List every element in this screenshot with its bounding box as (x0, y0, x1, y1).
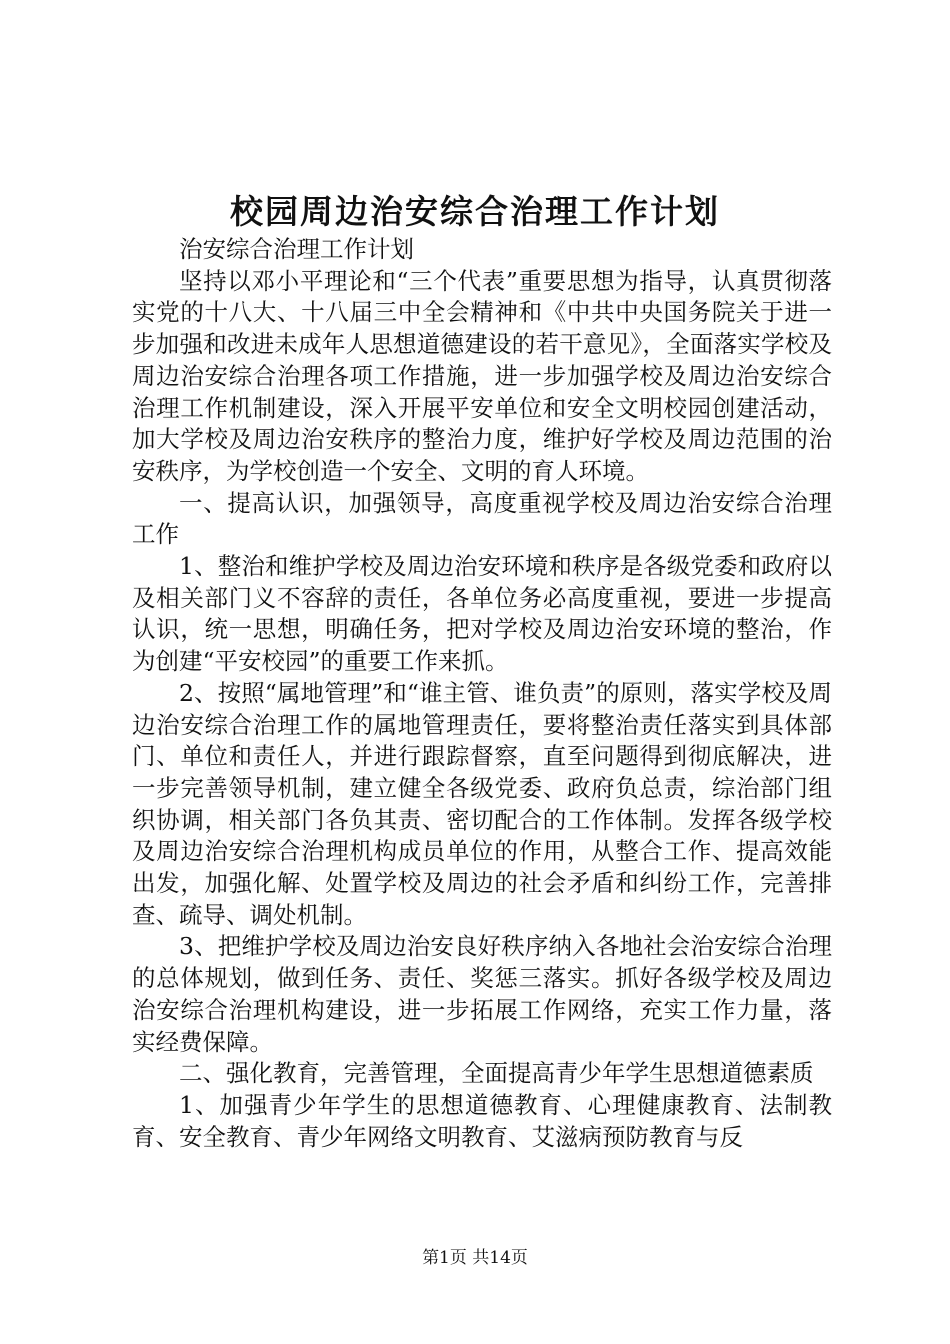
document-subtitle: 治安综合治理工作计划 (179, 235, 414, 263)
section-heading-2: 二、强化教育，完善管理，全面提高青少年学生思想道德素质 (179, 1059, 814, 1088)
paragraph-2-1: 1、加强青少年学生的思想道德教育、心理健康教育、法制教育、安全教育、青少年网络文明教育、艾滋病预防教育与反 (132, 1090, 832, 1151)
paragraph-1-2: 2、按照“属地管理”和“谁主管、谁负责”的原则，落实学校及周边治安综合治理工作的属地管理责任，要将整治责任落实到具体部门、单位和责任人，并进行跟踪督察，直至问题得到彻底解决，进一步完善领导机制，建立健全各级党委、政府负总责，综治部门组织协调，相关部门各负其责、密切配合的工作体制。发挥各级学校及周边治安综合治理机构成员单位的作用，从整合工作、提高效能出发，加强化解、处置学校及周边的社会矛盾和纠纷工作，完善排查、疏导、调处机制。 (132, 678, 832, 929)
paragraph-intro: 坚持以邓小平理论和“三个代表”重要思想为指导，认真贯彻落实党的十八大、十八届三中全会精神和《中共中央国务院关于进一步加强和改进未成年人思想道德建设的若干意见》，全面落实学校及周边治安综合治理各项工作措施，进一步加强学校及周边治安综合治理工作机制建设，深入开展平安单位和安全文明校园创建活动，加大学校及周边治安秩序的整治力度，维护好学校及周边范围的治安秩序，为学校创造一个安全、文明的育人环境。 (132, 266, 832, 485)
paragraph-1-1: 1、整治和维护学校及周边治安环境和秩序是各级党委和政府以及相关部门义不容辞的责任，各单位务必高度重视，要进一步提高认识，统一思想，明确任务，把对学校及周边治安环境的整治，作为创建“平安校园”的重要工作来抓。 (132, 552, 832, 676)
section-heading-1: 一、提高认识，加强领导，高度重视学校及周边治安综合治理工作 (132, 488, 832, 549)
page-number: 第1页 共14页 (422, 1248, 528, 1268)
document-body (132, 234, 832, 1153)
document-title: 校园周边治安综合治理工作计划 (230, 192, 720, 231)
paragraph-1-3: 3、把维护学校及周边治安良好秩序纳入各地社会治安综合治理的总体规划，做到任务、责任、奖惩三落实。抓好各级学校及周边治安综合治理机构建设，进一步拓展工作网络，充实工作力量，落实经费保障。 (132, 932, 832, 1056)
